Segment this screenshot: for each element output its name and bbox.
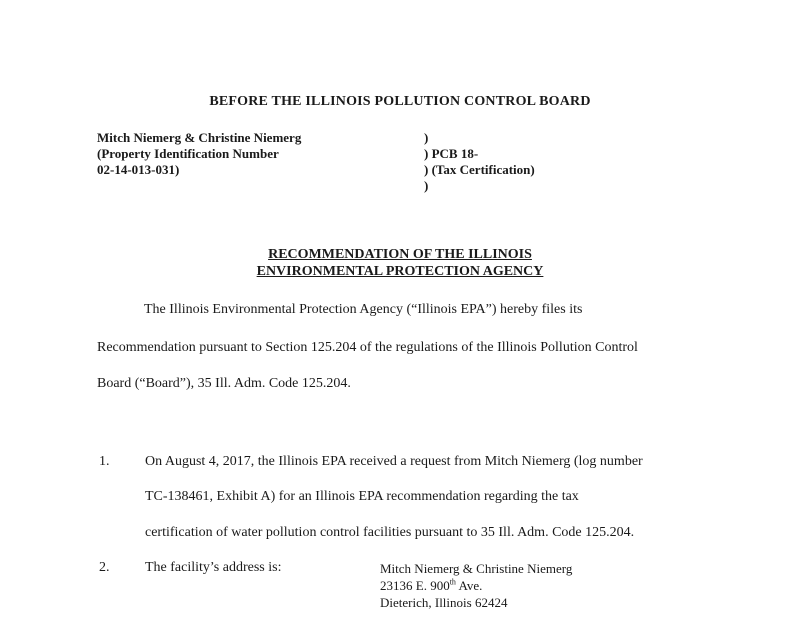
intro-line: Board (“Board”), 35 Ill. Adm. Code 125.204. xyxy=(97,376,351,391)
address-street-suffix: th xyxy=(449,577,456,587)
title-line: ENVIRONMENTAL PROTECTION AGENCY xyxy=(256,264,544,279)
address-street-type: Ave. xyxy=(455,578,483,593)
caption-line: Mitch Niemerg & Christine Niemerg xyxy=(97,130,302,145)
item-line: On August 4, 2017, the Illinois EPA received a request from Mitch Niemerg (log number xyxy=(145,454,643,469)
title-line: RECOMMENDATION OF THE ILLINOIS xyxy=(268,247,532,262)
address-street-number: 23136 E. 900 xyxy=(380,578,450,593)
item-number: 2. xyxy=(99,560,110,575)
case-caption-docket xyxy=(424,130,535,194)
caption-line: ) (Tax Certification) xyxy=(424,162,535,177)
document-title xyxy=(0,246,800,280)
board-heading: BEFORE THE ILLINOIS POLLUTION CONTROL BOARD xyxy=(209,94,591,109)
caption-line: ) xyxy=(424,130,429,145)
caption-line: (Property Identification Number xyxy=(97,146,279,161)
intro-line: Recommendation pursuant to Section 125.204 of the regulations of the Illinois Pollution Control xyxy=(97,340,638,355)
intro-line: The Illinois Environmental Protection Agency (“Illinois EPA”) hereby files its xyxy=(144,302,583,317)
item-number: 1. xyxy=(99,454,110,469)
address-street xyxy=(380,577,572,594)
address-name: Mitch Niemerg & Christine Niemerg xyxy=(380,561,573,576)
facility-address xyxy=(380,560,572,611)
case-caption-parties xyxy=(97,130,301,178)
address-city: Dieterich, Illinois 62424 xyxy=(380,595,508,610)
caption-line: ) PCB 18- xyxy=(424,146,479,161)
caption-line: ) xyxy=(424,178,429,193)
item-line: TC-138461, Exhibit A) for an Illinois EPA recommendation regarding the tax xyxy=(145,489,579,504)
item-line: The facility’s address is: xyxy=(145,560,282,575)
item-line: certification of water pollution control facilities pursuant to 35 Ill. Adm. Code 125.204. xyxy=(145,525,635,540)
caption-line: 02-14-013-031) xyxy=(97,162,180,177)
